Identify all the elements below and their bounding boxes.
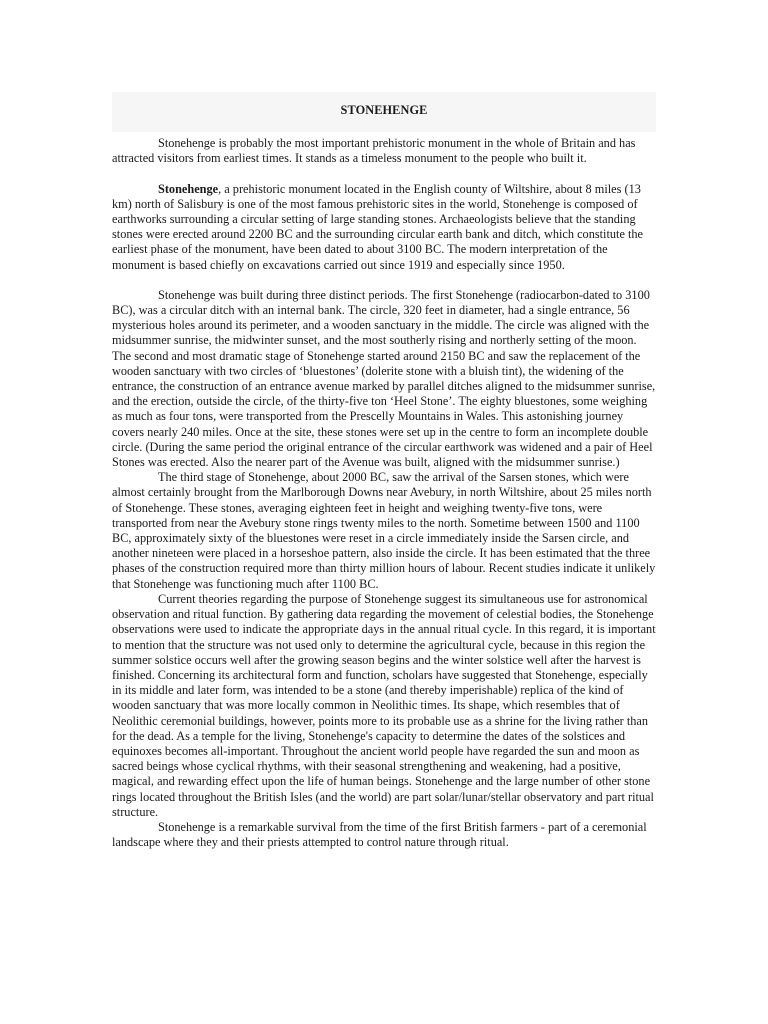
construction-paragraph: Stonehenge was built during three distinct periods. The first Stonehenge (radiocarbon-dated to 3100 BC), was a circular ditch with an internal bank. The circle, 320 feet in diameter, had a single entrance, 56 mysterious holes around its perimeter, and a wooden sanctuary in the middle. The circle was aligned with the midsummer sunrise, the midwinter sunset, and the most southerly rising and northerly setting of the moon. The second and most dramatic stage of Stonehenge started around 2150 BC and saw the replacement of the wooden sanctuary with two circles of ‘bluestones’ (dolerite stone with a bluish tint), the widening of the entrance, the construction of an entrance avenue marked by parallel ditches aligned to the midsummer sunrise, and the erection, outside the circle, of the thirty-five ton ‘Heel Stone’. The eighty bluestones, some weighing as much as four tons, were transported from the Prescelly Mountains in Wales. This astonishing journey covers nearly 240 miles. Once at the site, these stones were set up in the centre to form an incomplete double circle. (During the same period the original entrance of the circular earthwork was widened and a pair of Heel Stones was erected. Also the nearer part of the Avenue was built, aligned with the midsummer sunrise.) [112, 287, 656, 470]
overview-paragraph [112, 182, 656, 273]
third-stage-paragraph: The third stage of Stonehenge, about 2000 BC, saw the arrival of the Sarsen stones, which were almost certainly brought from the Marlborough Downs near Avebury, in north Wiltshire, about 25 miles north of Stonehenge. These stones, averaging eighteen feet in height and weighing twenty-five tons, were transported from near the Avebury stone rings twenty miles to the north. Sometime between 1500 and 1100 BC, approximately sixty of the bluestones were reset in a circle immediately inside the Sarsen circle, and another nineteen were placed in a horseshoe pattern, also inside the circle. It has been estimated that the three phases of the construction required more than thirty million hours of labour. Recent studies indicate it unlikely that Stonehenge was functioning much after 1100 BC. [112, 470, 656, 591]
document-title: STONEHENGE [340, 103, 428, 117]
purpose-paragraph: Current theories regarding the purpose of Stonehenge suggest its simultaneous use for astronomical observation and ritual function. By gathering data regarding the movement of celestial bodies, the Stonehenge observations were used to indicate the appropriate days in the annual ritual cycle. In this regard, it is important to mention that the structure was not used only to determine the agricultural cycle, because in this region the summer solstice occurs well after the growing season begins and the winter solstice well after the harvest is finished. Concerning its architectural form and function, scholars have suggested that Stonehenge, especially in its middle and later form, was intended to be a stone (and thereby imperishable) replica of the kind of wooden sanctuary that was more locally common in Neolithic times. Its shape, which resembles that of Neolithic ceremonial buildings, however, points more to its probable use as a shrine for the living rather than for the dead. As a temple for the living, Stonehenge's capacity to determine the dates of the solstices and equinoxes becomes all-important. Throughout the ancient world people have regarded the sun and moon as sacred beings whose cyclical rhythms, with their seasonal strengthening and weakening, had a positive, magical, and rewarding effect upon the life of human beings. Stonehenge and the large number of other stone rings located throughout the British Isles (and the world) are part solar/lunar/stellar observatory and part ritual structure. [112, 591, 656, 819]
overview-lead: Stonehenge [158, 181, 219, 196]
conclusion-paragraph: Stonehenge is a remarkable survival from the time of the first British farmers - part of a ceremonial landscape where they and their priests attempted to control nature through ritual. [112, 819, 647, 850]
overview-text: , a prehistoric monument located in the English county of Wiltshire, about 8 miles (13 km) north of Salisbury is one of the most famous prehistoric sites in the world, Stonehenge is composed of earthworks surrounding a circular setting of large standing stones. Archaeologists believe that the standing stones were erected around 2200 BC and the surrounding circular earth bank and ditch, which constitute the earliest phase of the monument, have been dated to about 3100 BC. The modern interpretation of the monument is based chiefly on excavations carried out since 1919 and especially since 1950. [112, 181, 643, 272]
intro-paragraph: Stonehenge is probably the most important prehistoric monument in the whole of Britain and has attracted visitors from earliest times. It stands as a timeless monument to the people who built it. [112, 136, 636, 166]
document-body [112, 103, 656, 850]
